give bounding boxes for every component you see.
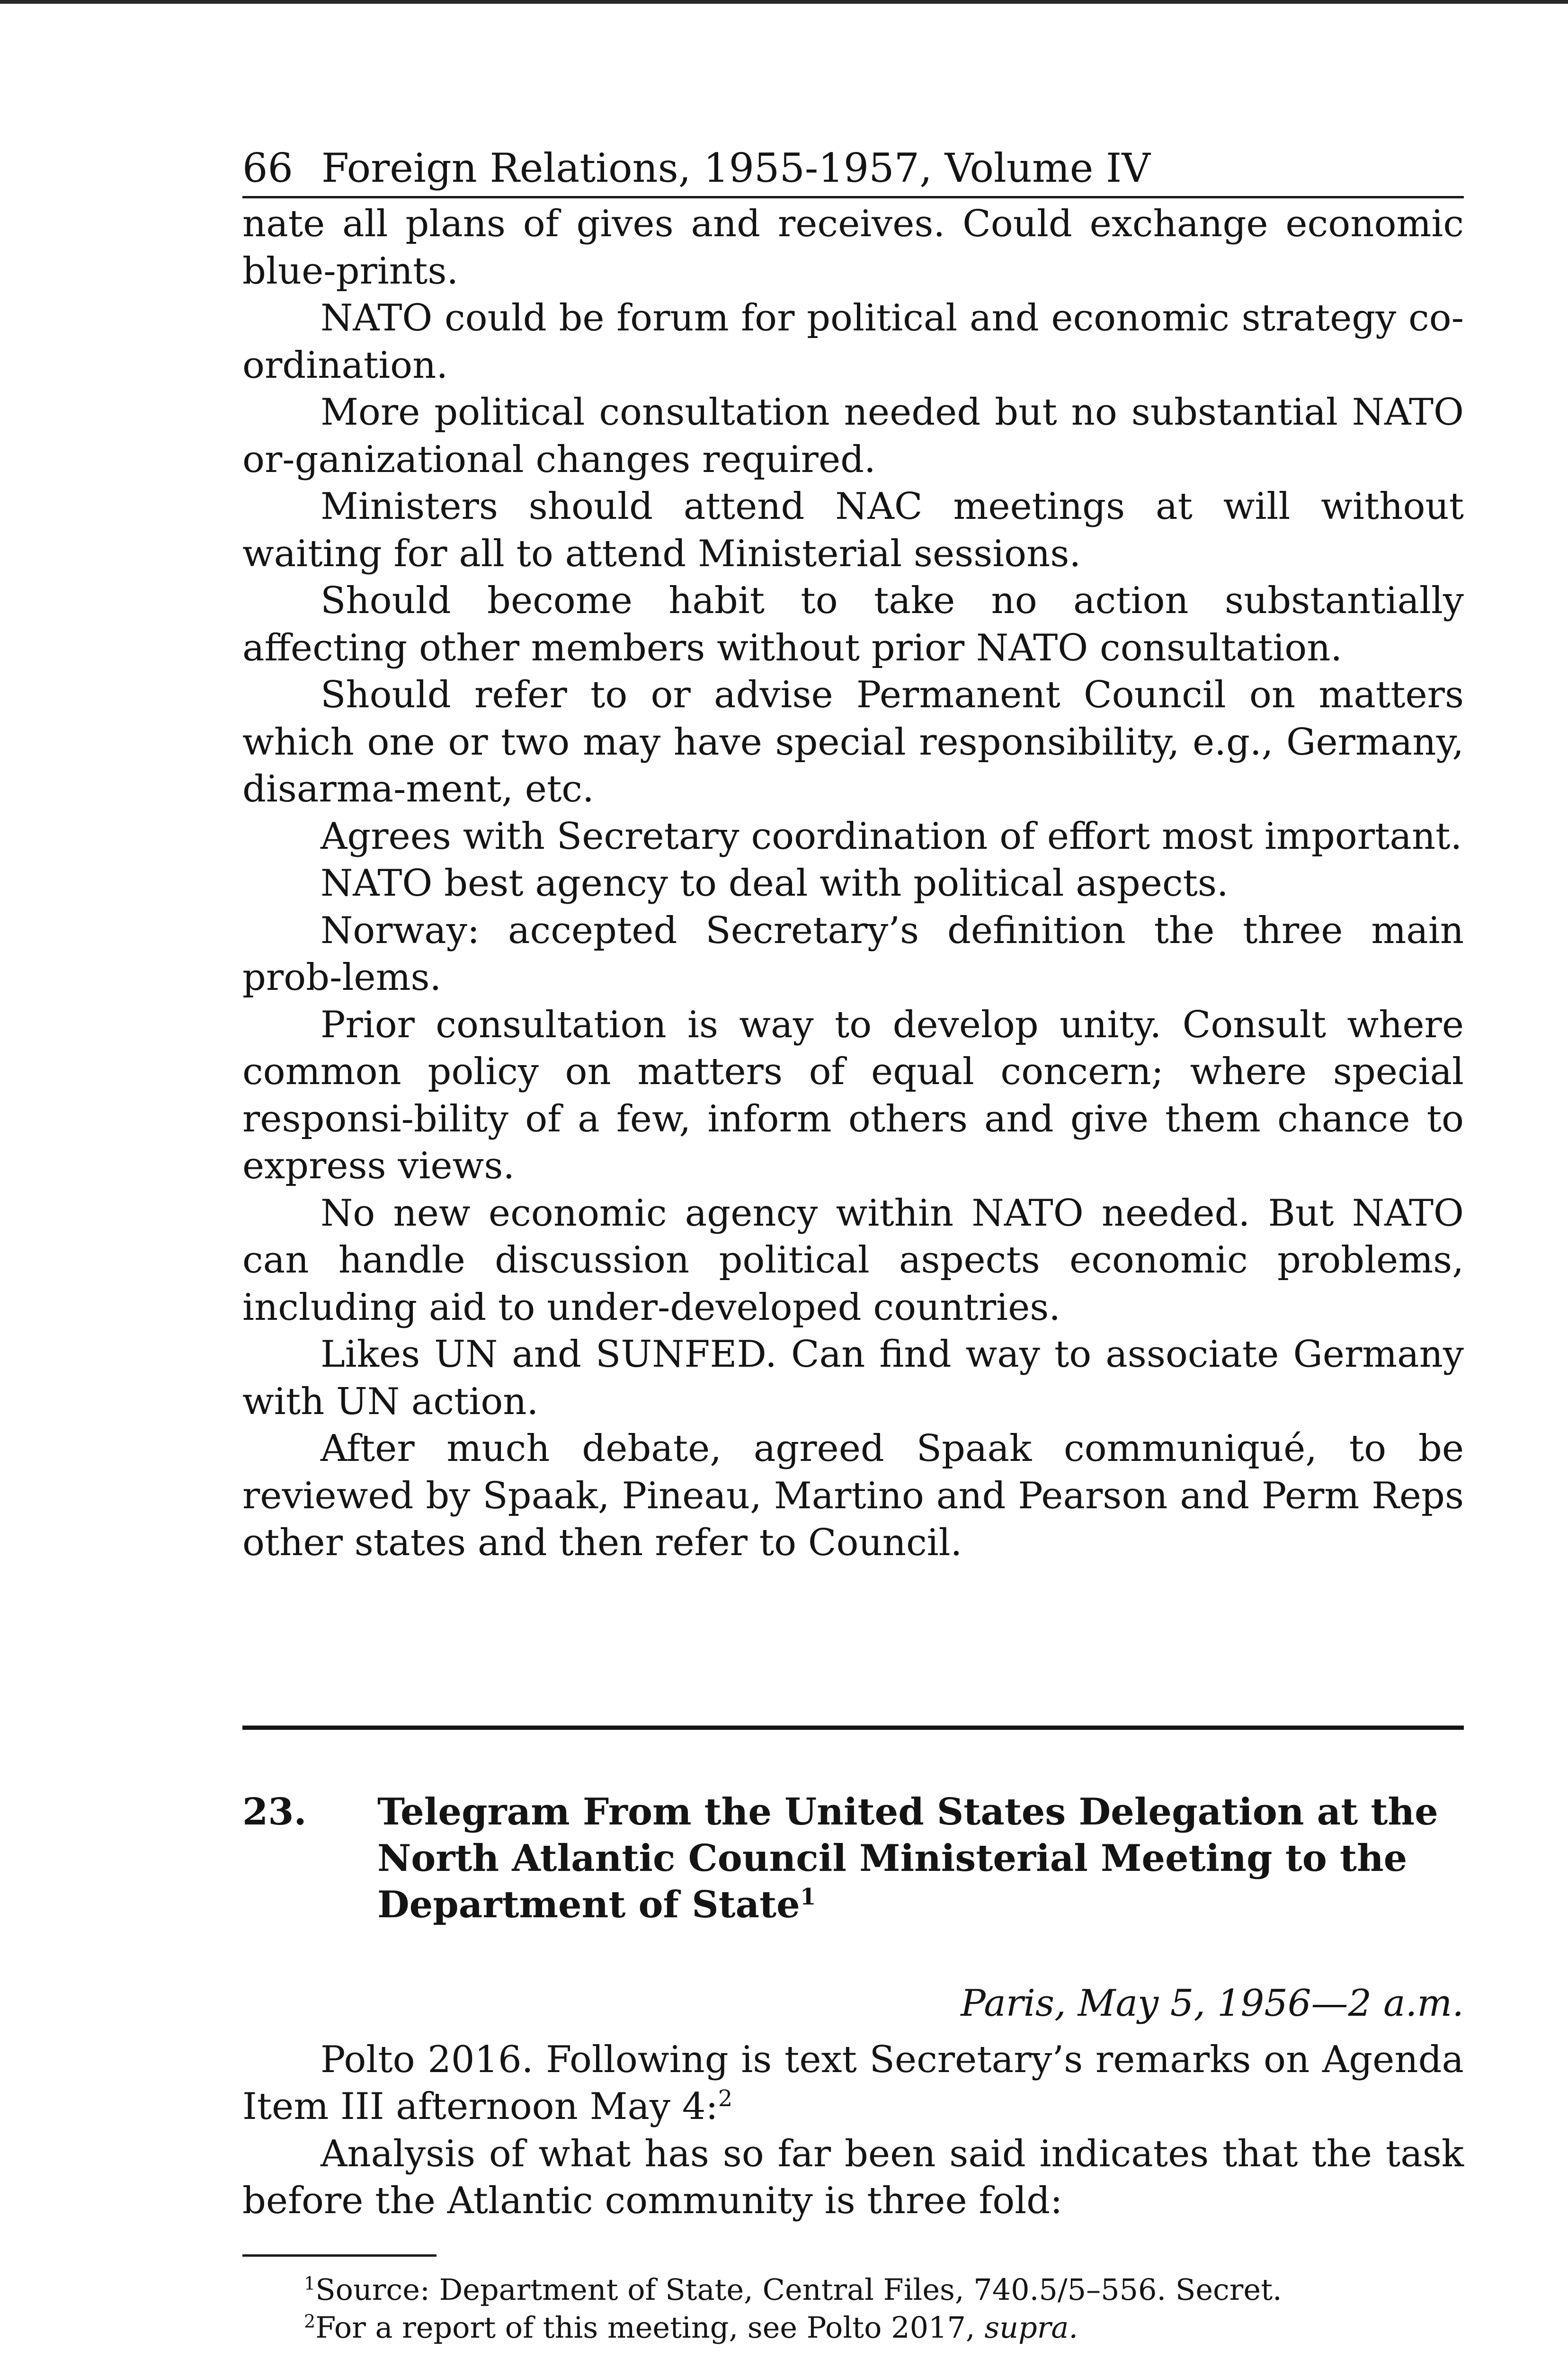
paragraph: Prior consultation is way to develop unity. Consult where common policy on matters of equal concern; where special responsi-bility of a few, inform others and give them chance to express views. <box>242 1003 1464 1187</box>
book-page <box>242 142 1464 2347</box>
paragraph <box>242 2037 1464 2131</box>
running-head <box>242 142 1464 198</box>
paragraph: Analysis of what has so far been said indicates that the task before the Atlantic community is three fold: <box>242 2132 1464 2222</box>
paragraph-text: Polto 2016. Following is text Secretary’s remarks on Agenda Item III afternoon May 4: <box>242 2038 1464 2128</box>
paragraph: After much debate, agreed Spaak communiqué, to be reviewed by Spaak, Pineau, Martino and Pearson and Perm Reps other states and then refer to Council. <box>242 1427 1464 1564</box>
footnote-marker: 2 <box>304 2310 316 2331</box>
footnote-italic: supra. <box>984 2310 1078 2345</box>
paragraph: Should become habit to take no action substantially affecting other members without prior NATO consultation. <box>242 579 1464 669</box>
section-divider <box>242 1726 1464 1730</box>
document-title: Telegram From the United States Delegation at the North Atlantic Council Ministerial Meeting to the Department of State <box>377 1790 1438 1926</box>
volume-title: Foreign Relations, 1955-1957, Volume IV <box>321 145 1150 191</box>
top-edge-rule <box>0 0 1568 4</box>
footnote-rule <box>242 2254 437 2257</box>
document-body <box>242 2037 1464 2225</box>
footnote-text: For a report of this meeting, see Polto 2017, <box>315 2310 975 2345</box>
paragraph: Ministers should attend NAC meetings at will without waiting for all to attend Ministerial sessions. <box>242 485 1464 575</box>
footnote <box>242 2271 1464 2309</box>
paragraph: No new economic agency within NATO needed. But NATO can handle discussion political aspects economic problems, including aid to under-developed countries. <box>242 1192 1464 1329</box>
paragraph: NATO could be forum for political and economic strategy co-ordination. <box>242 297 1464 387</box>
document-title-block <box>377 1789 1464 1928</box>
document-number: 23. <box>242 1790 307 1833</box>
footnote <box>242 2309 1464 2347</box>
paragraph: More political consultation needed but no substantial NATO or-ganizational changes required. <box>242 391 1464 481</box>
continued-text <box>242 201 1464 1567</box>
footnote-ref: 1 <box>800 1883 816 1910</box>
paragraph: nate all plans of gives and receives. Could exchange economic blue-prints. <box>242 203 1464 293</box>
paragraph: NATO best agency to deal with political aspects. <box>321 862 1229 905</box>
footnote-ref: 2 <box>718 2085 733 2112</box>
document-heading <box>242 1789 1464 1928</box>
paragraph: Should refer to or advise Permanent Council on matters which one or two may have special responsibility, e.g., Germany, disarma-ment, etc. <box>242 674 1464 810</box>
footnotes <box>242 2271 1464 2347</box>
paragraph: Agrees with Secretary coordination of effort most important. <box>321 815 1462 858</box>
page-number: 66 <box>242 145 293 191</box>
footnote-text: Source: Department of State, Central Files, 740.5/5–556. Secret. <box>315 2272 1282 2307</box>
paragraph: Norway: accepted Secretary’s definition the three main prob-lems. <box>242 909 1464 999</box>
dateline: Paris, May 5, 1956—2 a.m. <box>961 1982 1464 2025</box>
footnote-marker: 1 <box>304 2272 316 2294</box>
paragraph: Likes UN and SUNFED. Can find way to associate Germany with UN action. <box>242 1333 1464 1423</box>
